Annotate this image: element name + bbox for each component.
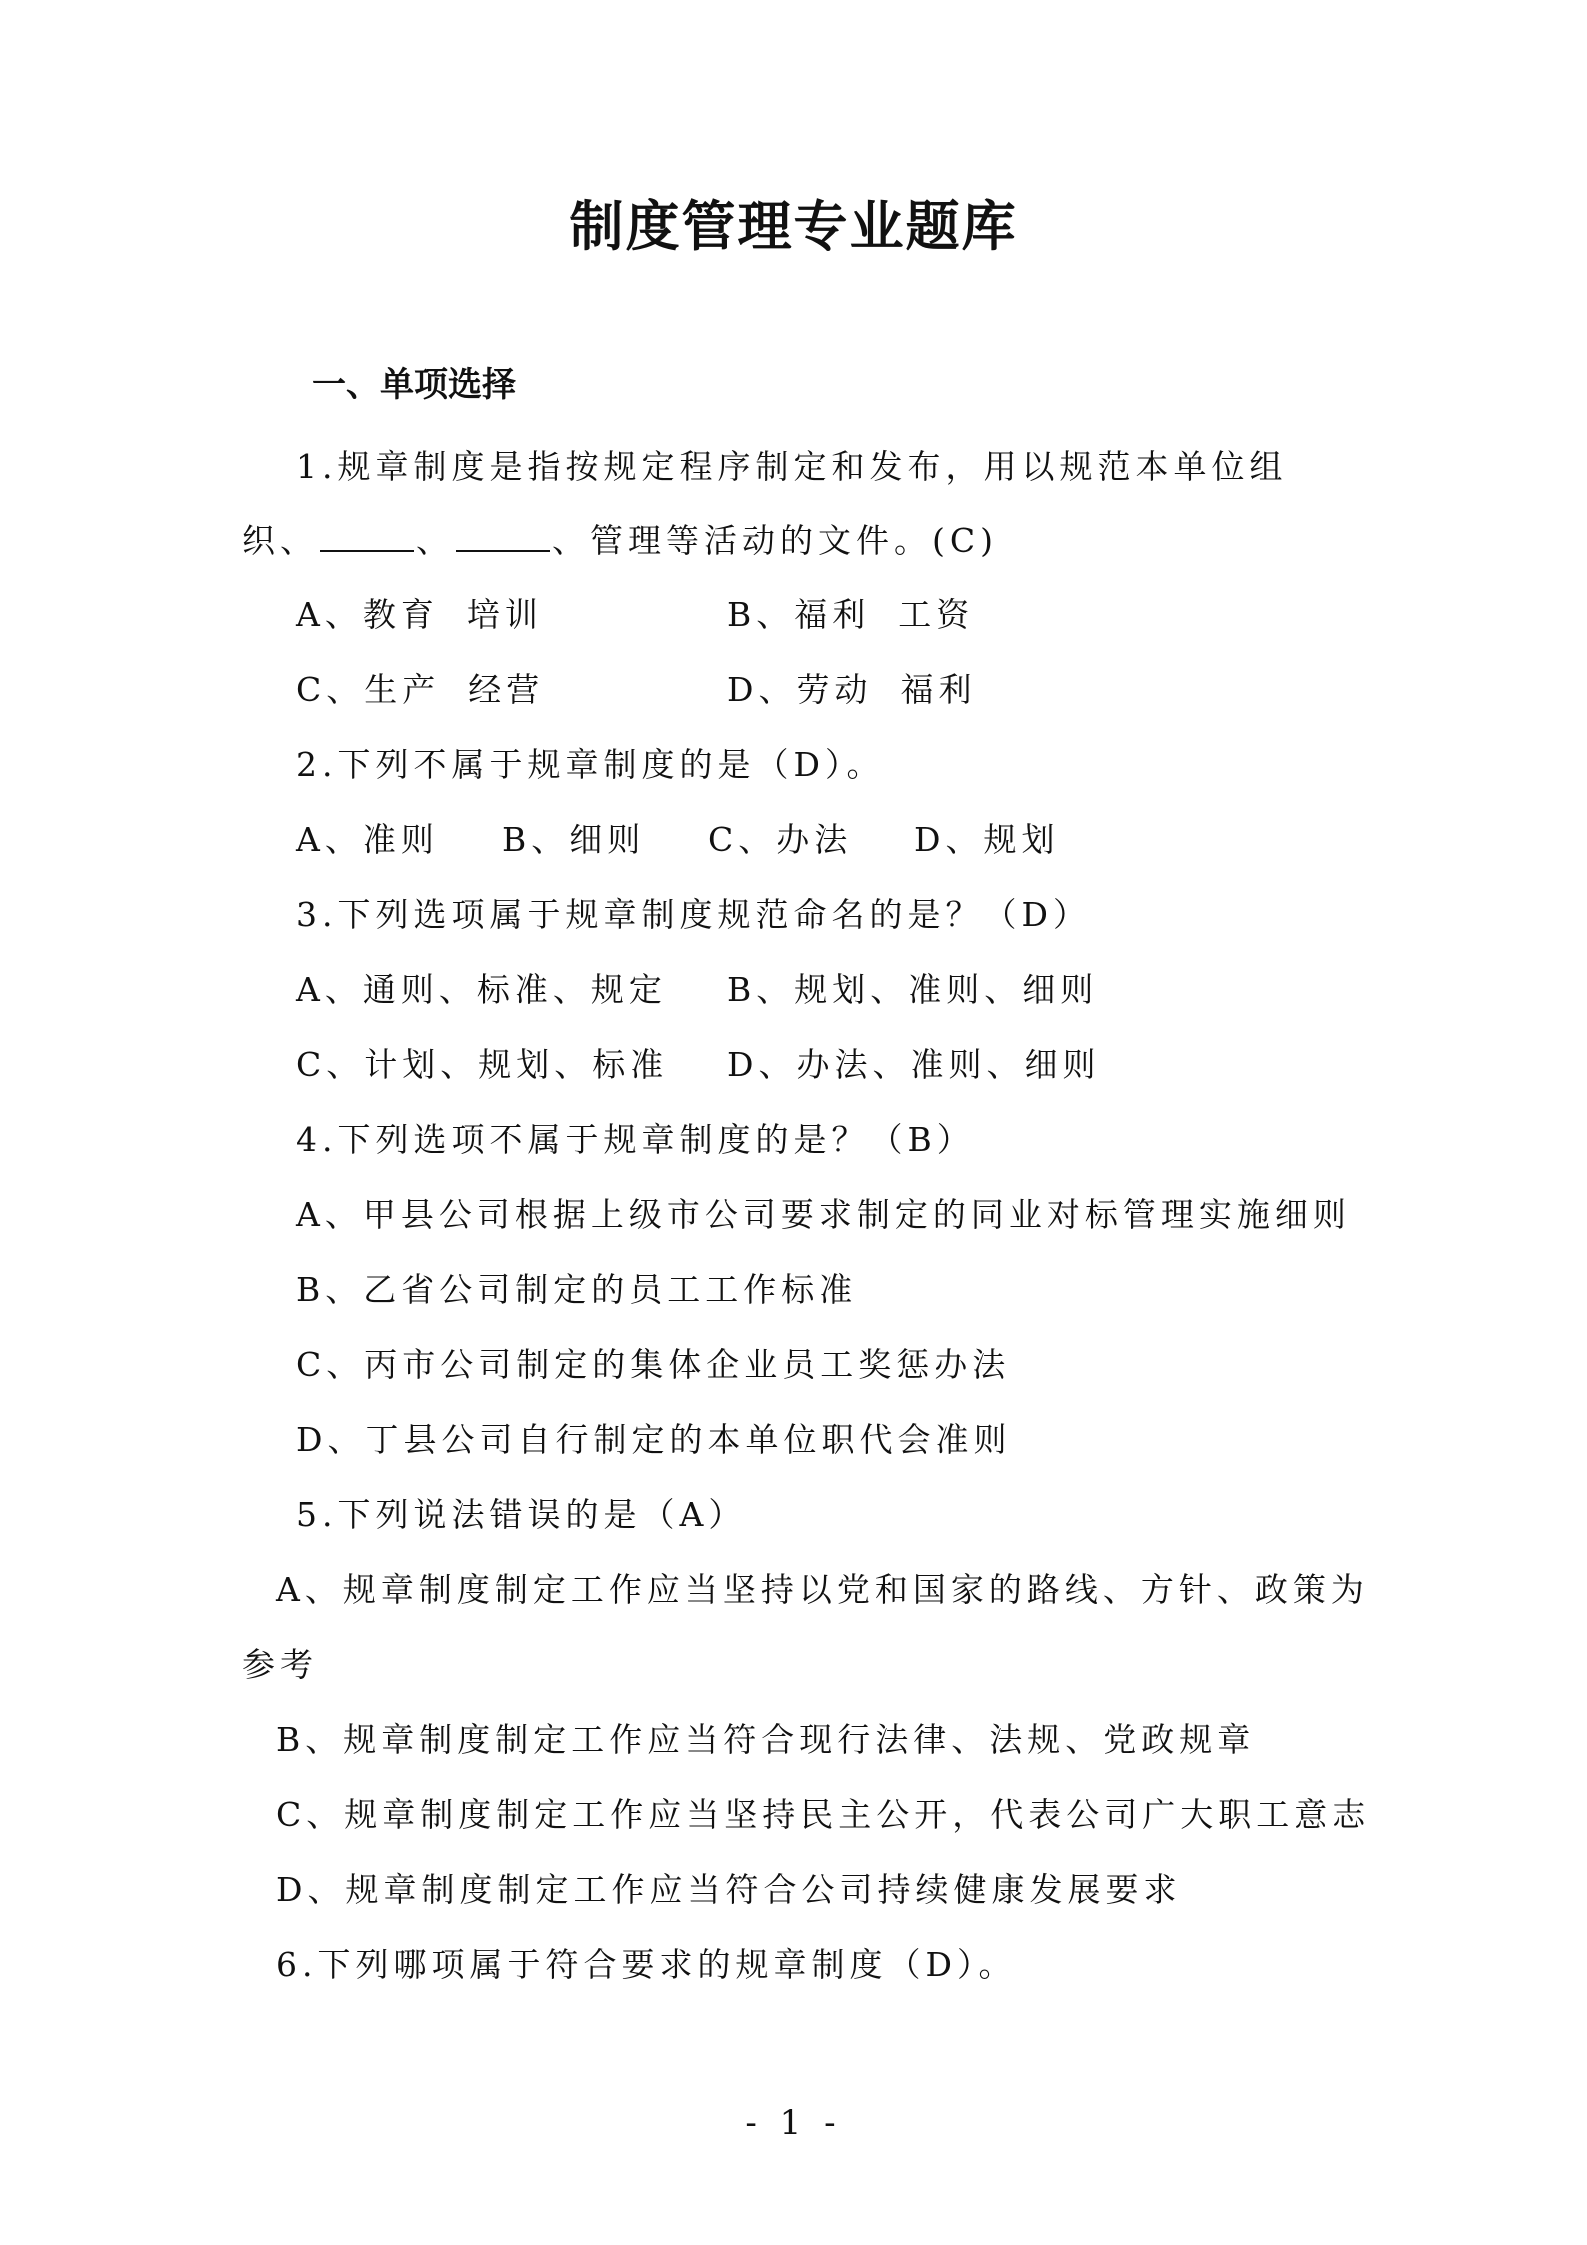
q2-stem: 2.下列不属于规章制度的是（D）。: [296, 745, 885, 784]
q2-option-c: C、办法: [708, 820, 853, 859]
q1-stem-part-c: 、管理等活动的文件。(C): [552, 521, 998, 560]
q5-option-d: D、规章制度制定工作应当符合公司持续健康发展要求: [276, 1870, 1182, 1909]
q3-option-a: A、通则、标准、规定: [296, 970, 667, 1009]
q1-option-d-part1: D、劳动: [727, 670, 873, 709]
fill-in-blank-2: [456, 520, 550, 552]
q1-option-c-part2: 经营: [468, 670, 545, 709]
q5-option-a-line2: 参考: [242, 1645, 318, 1684]
q5-option-b: B、规章制度制定工作应当符合现行法律、法规、党政规章: [276, 1720, 1256, 1759]
q1-option-c: [296, 665, 544, 715]
q1-option-d: [727, 665, 976, 715]
q1-stem-part-a: 织、: [242, 521, 318, 560]
q4-option-c: C、丙市公司制定的集体企业员工奖惩办法: [296, 1345, 1011, 1384]
q1-stem-part-b: 、: [416, 521, 454, 560]
q1-stem-line1: 1.规章制度是指按规定程序制定和发布，用以规范本单位组: [296, 447, 1288, 486]
q2-option-a: A、准则: [296, 820, 439, 859]
page-number: - 1 -: [745, 2103, 842, 2143]
q1-option-b-part2: 工资: [898, 595, 975, 634]
q4-option-a: A、甲县公司根据上级市公司要求制定的同业对标管理实施细则: [296, 1195, 1351, 1234]
q6-stem: 6.下列哪项属于符合要求的规章制度（D）。: [276, 1945, 1017, 1984]
fill-in-blank-1: [320, 520, 414, 552]
q5-option-c: C、规章制度制定工作应当坚持民主公开，代表公司广大职工意志: [276, 1795, 1371, 1834]
section-heading: 一、单项选择: [312, 365, 516, 405]
q1-option-a-part2: 培训: [466, 595, 543, 634]
q4-stem: 4.下列选项不属于规章制度的是？（B）: [296, 1120, 975, 1159]
q3-option-d: D、办法、准则、细则: [727, 1045, 1101, 1084]
q5-stem: 5.下列说法错误的是（A）: [296, 1495, 747, 1534]
q1-option-a: [296, 590, 543, 640]
q2-option-d: D、规划: [914, 820, 1060, 859]
q3-option-b: B、规划、准则、细则: [727, 970, 1099, 1009]
q4-option-b: B、乙省公司制定的员工工作标准: [296, 1270, 858, 1309]
q3-stem: 3.下列选项属于规章制度规范命名的是？（D）: [296, 895, 1091, 934]
document-title: 制度管理专业题库: [569, 195, 1018, 258]
q1-option-b-part1: B、福利: [727, 595, 871, 634]
q5-option-a-line1: A、规章制度制定工作应当坚持以党和国家的路线、方针、政策为: [276, 1570, 1369, 1609]
q2-option-b: B、细则: [502, 820, 646, 859]
q1-option-c-part1: C、生产: [296, 670, 441, 709]
q1-option-d-part2: 福利: [900, 670, 977, 709]
q1-option-a-part1: A、教育: [296, 595, 439, 634]
q3-option-c: C、计划、规划、标准: [296, 1045, 669, 1084]
q1-option-b: [727, 590, 974, 640]
q1-stem-line2: [242, 516, 998, 566]
q4-option-d: D、丁县公司自行制定的本单位职代会准则: [296, 1420, 1012, 1459]
